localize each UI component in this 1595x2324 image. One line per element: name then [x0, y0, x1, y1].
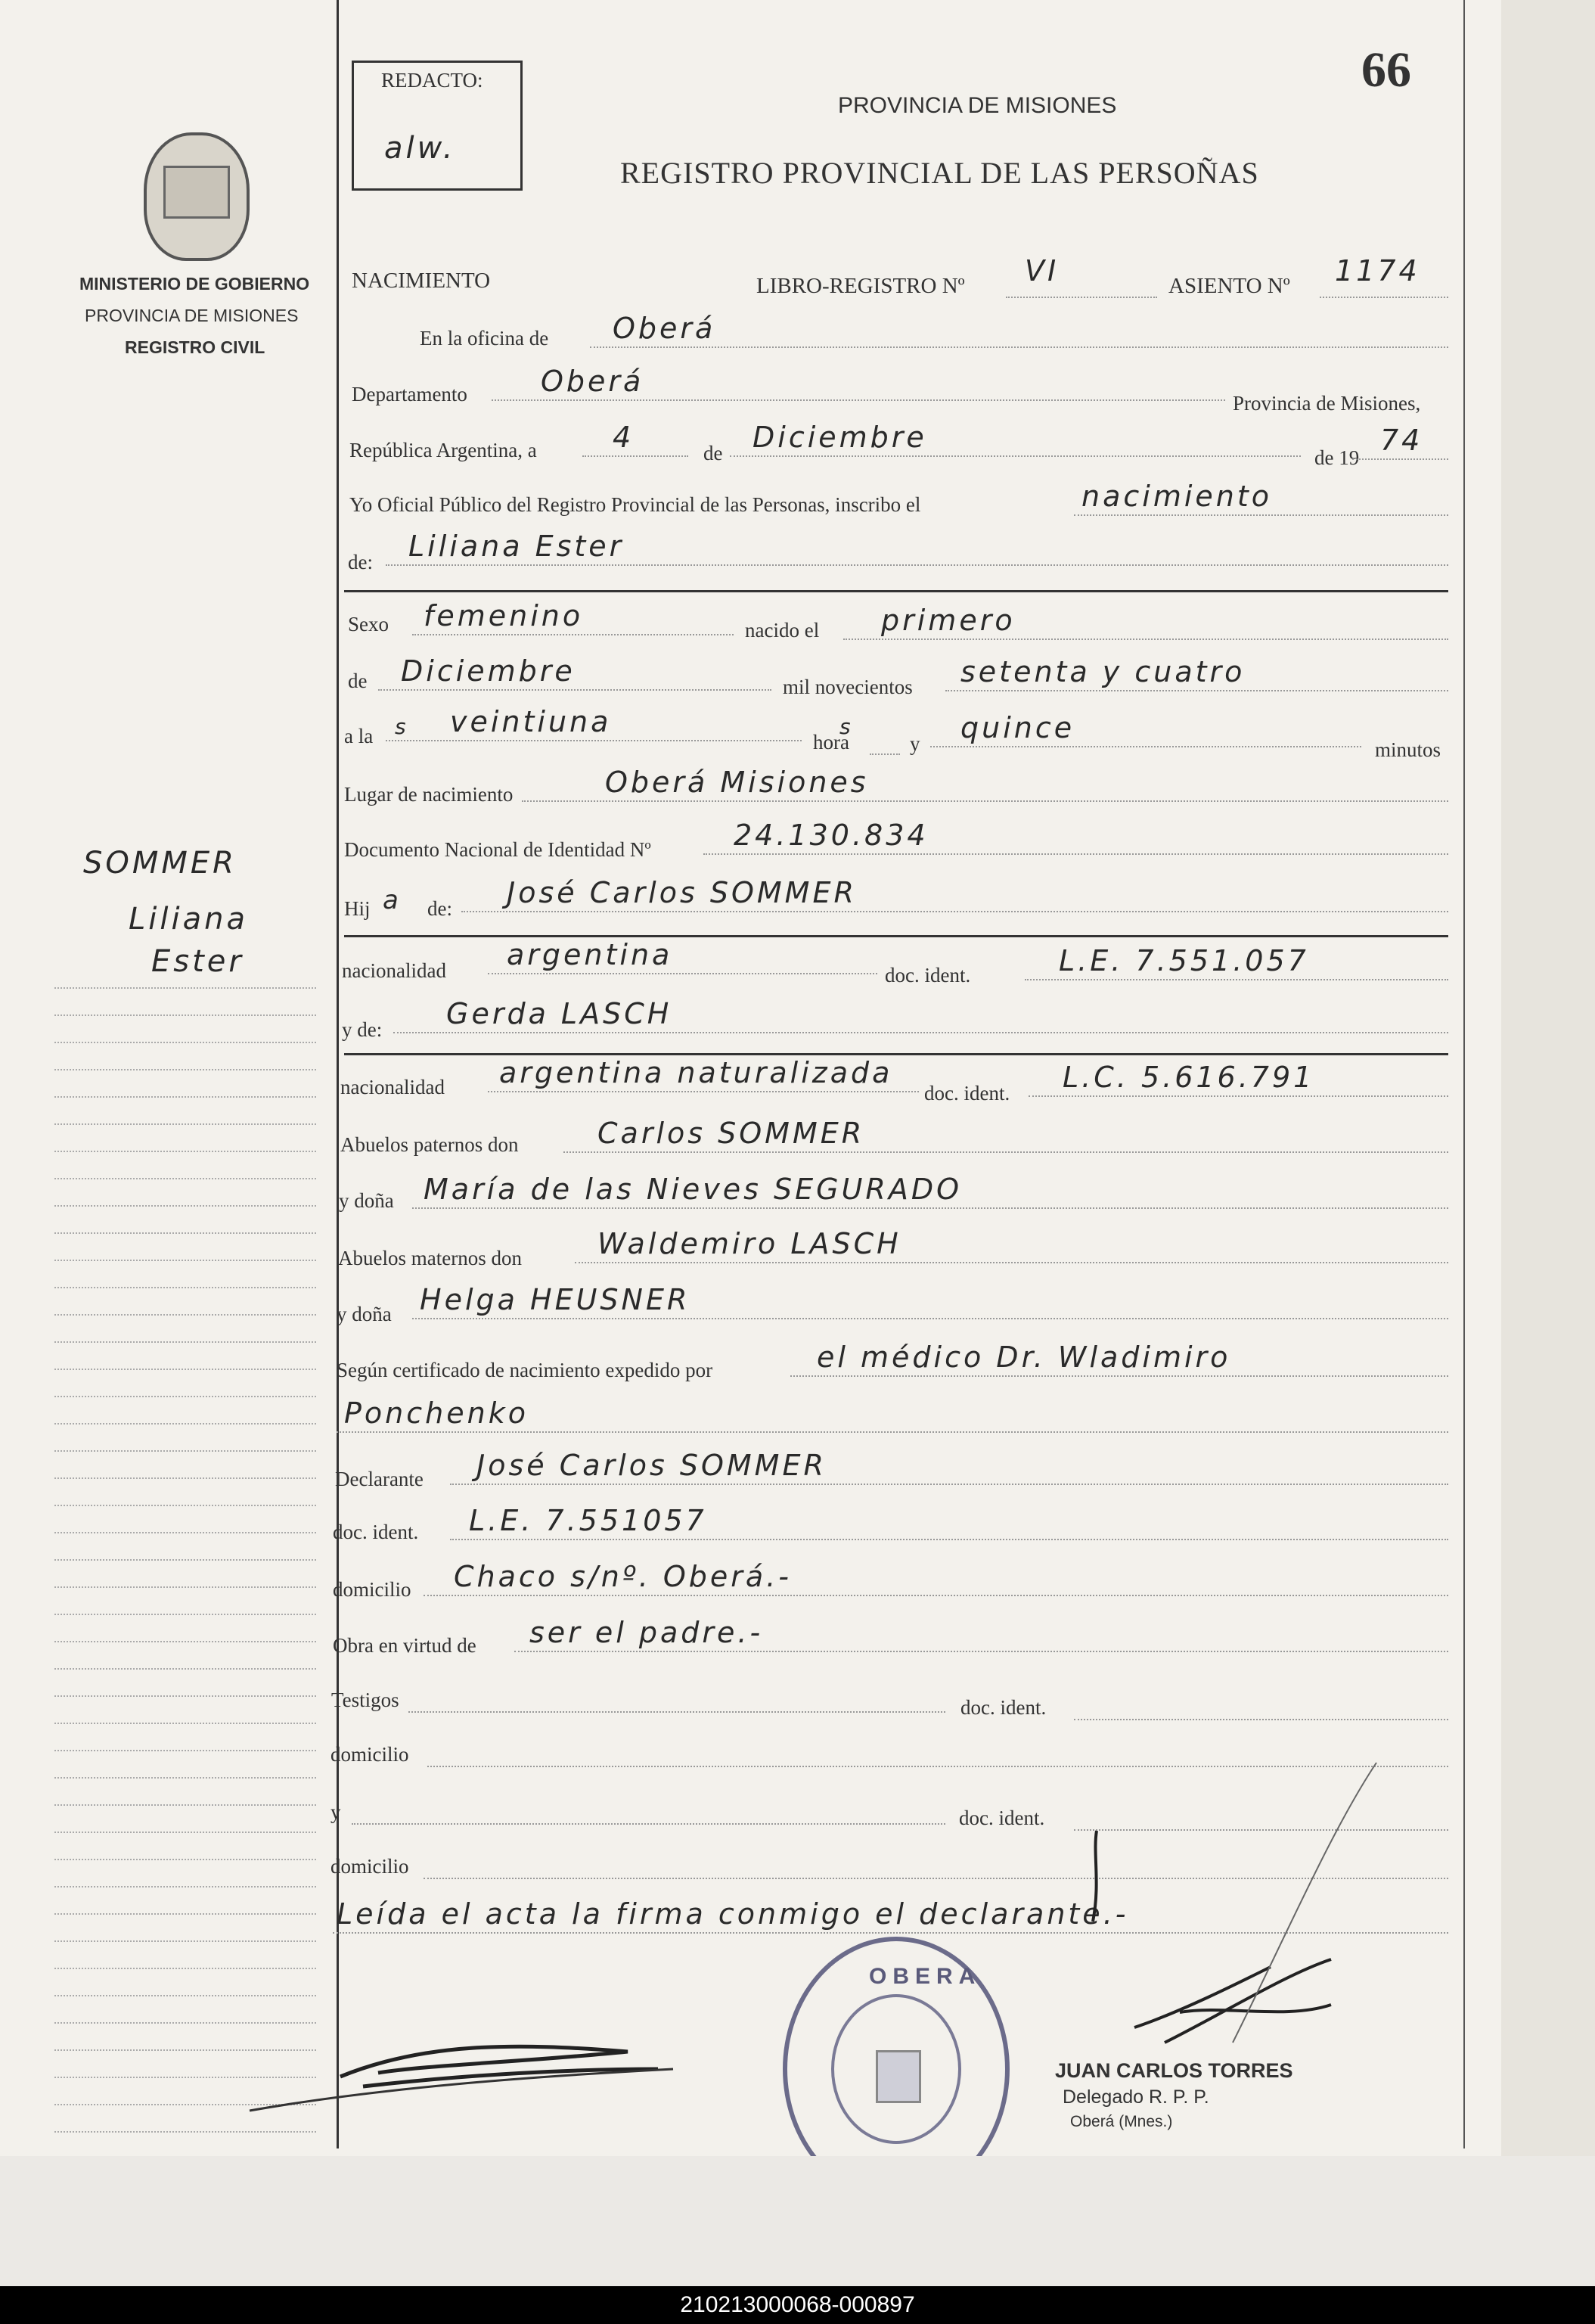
- lugar-value: Oberá Misiones: [605, 766, 869, 799]
- de19-label: de 19: [1314, 446, 1360, 469]
- dni-value: 24.130.834: [734, 819, 929, 852]
- margin-note-middle-name: Ester: [151, 944, 244, 979]
- de2-label: de:: [348, 551, 373, 573]
- padre-value: José Carlos SOMMER: [507, 876, 857, 909]
- ministry-label: MINISTERIO DE GOBIERNO: [79, 274, 310, 294]
- record-type: NACIMIENTO: [352, 269, 491, 293]
- ala-suffix: s: [395, 714, 409, 739]
- official-name: JUAN CARLOS TORRES: [1055, 2059, 1293, 2082]
- docid-label: doc. ident.: [885, 964, 971, 986]
- stamp-city: OBERA: [869, 1964, 982, 1989]
- padre-nac: argentina: [507, 938, 673, 971]
- ydona-label: y doña: [339, 1189, 394, 1212]
- min-value: quince: [960, 711, 1075, 744]
- declarante-value: José Carlos SOMMER: [476, 1449, 827, 1482]
- mil-value: setenta y cuatro: [960, 655, 1246, 688]
- margin-note-surname: SOMMER: [83, 846, 237, 881]
- hijo-suffix: a: [383, 885, 402, 915]
- sexo-label: Sexo: [348, 613, 389, 635]
- mes2-value: Diciembre: [401, 654, 576, 688]
- redacto-initials: alw.: [384, 131, 456, 166]
- ab-pat-value: Carlos SOMMER: [597, 1117, 865, 1150]
- province-label: PROVINCIA DE MISIONES: [85, 306, 299, 325]
- domicilio-label: domicilio: [333, 1578, 411, 1601]
- padre-doc: L.E. 7.551.057: [1059, 944, 1309, 977]
- departamento-label: Departamento: [352, 383, 467, 405]
- yde-label: y de:: [342, 1018, 383, 1041]
- ab-mat-value: Waldemiro LASCH: [597, 1227, 901, 1260]
- madre-nac: argentina naturalizada: [499, 1056, 893, 1089]
- oficina-value: Oberá: [613, 312, 716, 345]
- scan-background: [0, 2156, 1595, 2286]
- test2-doc-label: doc. ident.: [959, 1807, 1045, 1829]
- horas-suffix: s: [839, 714, 854, 739]
- declarante-label: Declarante: [335, 1468, 424, 1490]
- margin-pencil-mark: [1233, 1763, 1376, 2043]
- ala-label: a la: [344, 725, 374, 747]
- redacto-label: REDACTO:: [381, 69, 483, 92]
- docid2-label: doc. ident.: [924, 1082, 1010, 1105]
- header-registry-title: REGISTRO PROVINCIAL DE LAS PERSOÑAS: [620, 156, 1259, 190]
- page-number: 66: [1361, 42, 1411, 98]
- ab-pat-label: Abuelos paternos don: [340, 1133, 519, 1156]
- scan-id-bar: 210213000068-000897: [0, 2286, 1595, 2324]
- y2-label: y: [330, 1800, 341, 1823]
- decl-doc-value: L.E. 7.551057: [469, 1504, 707, 1537]
- obra-value: ser el padre.-: [529, 1616, 764, 1649]
- nombre-value: Liliana Ester: [408, 530, 625, 563]
- y-label: y: [910, 732, 920, 755]
- margin-note-first-name: Liliana: [129, 902, 248, 937]
- ab-mat-dona: Helga HEUSNER: [420, 1283, 690, 1316]
- mil-label: mil novecientos: [783, 676, 913, 698]
- de-label: de: [703, 442, 723, 464]
- obra-label: Obra en virtud de: [333, 1634, 476, 1657]
- lugar-label: Lugar de nacimiento: [344, 783, 514, 806]
- hijo-label-b: de:: [427, 897, 452, 920]
- asiento-value: 1174: [1335, 254, 1420, 287]
- nac2-label: nacionalidad: [340, 1076, 445, 1098]
- header-province: PROVINCIA DE MISIONES: [838, 93, 1117, 118]
- libro-label: LIBRO-REGISTRO Nº: [756, 274, 965, 298]
- official-signature: [1093, 1831, 1331, 2043]
- closing-value: Leída el acta la firma conmigo el declarante.-: [337, 1897, 1129, 1931]
- domicilio-value: Chaco s/nº. Oberá.-: [454, 1560, 792, 1593]
- decl-doc-label: doc. ident.: [333, 1521, 419, 1543]
- republica-label: República Argentina, a: [349, 439, 537, 461]
- nac-label: nacionalidad: [342, 959, 446, 982]
- dni-label: Documento Nacional de Identidad Nº: [344, 838, 651, 861]
- official-place: Oberá (Mnes.): [1070, 2113, 1173, 2130]
- ydona2-label: y doña: [337, 1303, 392, 1325]
- mes-value: Diciembre: [753, 421, 927, 454]
- provincia-label: Provincia de Misiones,: [1233, 392, 1421, 415]
- dia-value: 4: [613, 421, 635, 454]
- hora-value: veintiuna: [450, 705, 612, 738]
- ab-pat-dona: María de las Nieves SEGURADO: [424, 1173, 962, 1206]
- cert-value: el médico Dr. Wladimiro: [817, 1341, 1231, 1374]
- sexo-value: femenino: [424, 599, 584, 632]
- test-doc-label: doc. ident.: [960, 1696, 1047, 1719]
- de3-label: de: [348, 670, 368, 692]
- horas-label: hora: [813, 731, 849, 753]
- asiento-label: ASIENTO Nº: [1168, 274, 1290, 298]
- oficina-label: En la oficina de: [420, 327, 549, 350]
- binding-edge: [1501, 0, 1595, 2156]
- cert-label: Según certificado de nacimiento expedido por: [337, 1359, 713, 1381]
- nacido-value: primero: [881, 604, 1016, 637]
- ab-mat-label: Abuelos maternos don: [338, 1247, 522, 1269]
- inscribo-value: nacimiento: [1081, 480, 1273, 513]
- hijo-label: Hij: [344, 897, 371, 920]
- testigos-label: Testigos: [331, 1689, 399, 1711]
- madre-doc: L.C. 5.616.791: [1063, 1061, 1315, 1094]
- test2-dom-label: domicilio: [330, 1855, 409, 1878]
- nacido-label: nacido el: [745, 619, 820, 642]
- inscribo-label: Yo Oficial Público del Registro Provincial de las Personas, inscribo el: [349, 493, 921, 516]
- madre-value: Gerda LASCH: [446, 997, 672, 1030]
- official-title: Delegado R. P. P.: [1063, 2086, 1209, 2108]
- test-dom-label: domicilio: [330, 1743, 409, 1766]
- libro-value: VI: [1025, 254, 1060, 287]
- anio-value: 74: [1380, 424, 1423, 457]
- civil-registry-label: REGISTRO CIVIL: [125, 337, 265, 357]
- departamento-value: Oberá: [541, 365, 644, 398]
- cert-value2: Ponchenko: [344, 1397, 529, 1430]
- minutos-label: minutos: [1375, 738, 1441, 761]
